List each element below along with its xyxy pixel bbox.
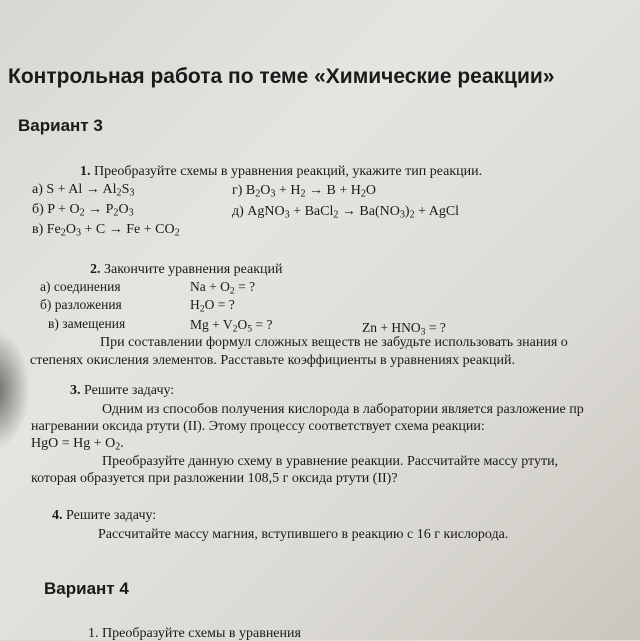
task2-eq-b: $H_2O$ = ? xyxy=(190,297,235,315)
task3-line1: Одним из способов получения кислорода в лаборатории является разложение пр xyxy=(102,402,584,417)
task2-eq-a: $Na + O_2$ = ? xyxy=(190,279,256,297)
task3-heading: 3. Решите задачу: xyxy=(70,383,175,398)
task2-label-b: б) разложения xyxy=(40,297,122,312)
task3-line3: Преобразуйте данную схему в уравнение реакции. Рассчитайте массу ртути, xyxy=(102,454,559,469)
task1-heading: 1. Преобразуйте схемы в уравнения реакций, укажите тип реакции. xyxy=(80,164,483,179)
task4-heading: 4. Решите задачу: xyxy=(52,508,157,523)
task1-item-b: б) $P + O_2 \to P_2O_3$ xyxy=(32,202,134,219)
task2-eq-v: $Mg + V_2O_5$ = ? xyxy=(190,317,273,335)
task1-item-a: а) $S + Al \to Al_2S_3$ xyxy=(32,182,135,199)
page-title: Контрольная работа по теме «Химические реакции» xyxy=(8,65,555,88)
task3-line2: нагревании оксида ртути (II). Этому процессу соответствует схема реакции: xyxy=(31,419,485,434)
variant4-task1-heading: 1. Преобразуйте схемы в уравнения xyxy=(88,626,301,641)
task1-item-v: в) $Fe_2O_3 + C \to Fe + CO_2$ xyxy=(32,222,180,239)
task1-item-g: г) $B_2O_3 + H_2 \to B + H_2O$ xyxy=(232,183,377,200)
variant-3-heading: Вариант 3 xyxy=(18,116,103,135)
task3-line4: которая образуется при разложении 108,5 г оксида ртути (II)? xyxy=(31,471,398,486)
task2-heading: 2. Закончите уравнения реакций xyxy=(90,262,283,277)
task2-note-line2: степенях окисления элементов. Расставьте коэффициенты в уравнениях реакций. xyxy=(30,353,516,368)
task2-eq-v2: $Zn + HNO_3$ = ? xyxy=(362,320,446,338)
task2-label-a: а) соединения xyxy=(40,279,121,294)
task2-note-line1: При составлении формул сложных веществ не забудьте использовать знания о xyxy=(100,335,568,350)
task1-item-d: д) AgNO$_3$ + BaCl$_2$ → $Ba(NO_3)_2$ + AgCl xyxy=(232,204,460,221)
task2-label-v: в) замещения xyxy=(48,316,126,331)
task4-line1: Рассчитайте массу магния, вступившего в реакцию с 16 г кислорода. xyxy=(98,527,509,542)
variant-4-heading: Вариант 4 xyxy=(44,579,129,598)
task3-scheme: HgO = $Hg + O_2$. xyxy=(31,436,124,453)
